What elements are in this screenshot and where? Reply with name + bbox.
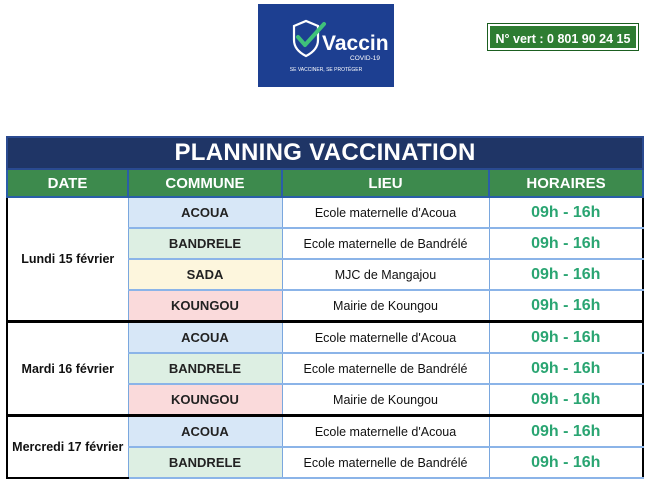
lieu-cell: Ecole maternelle d'Acoua [282,322,489,354]
commune-cell: ACOUA [128,416,282,448]
lieu-cell: Ecole maternelle de Bandrélé [282,228,489,259]
logo-subtitle: COVID-19 [350,55,380,62]
logo-tagline: SE VACCINER, SE PROTÉGER [289,67,363,73]
commune-cell: KOUNGOU [128,290,282,322]
date-cell: Mardi 16 février [7,322,128,416]
shield-check-icon [258,4,394,87]
column-header-commune: COMMUNE [128,169,282,197]
horaires-cell: 09h - 16h [489,197,643,228]
commune-cell: ACOUA [128,322,282,354]
column-header-lieu: LIEU [282,169,489,197]
logo-title: Vaccin [322,32,389,55]
horaires-cell: 09h - 16h [489,447,643,478]
horaires-cell: 09h - 16h [489,259,643,290]
horaires-cell: 09h - 16h [489,416,643,448]
commune-cell: KOUNGOU [128,384,282,416]
vaccin-covid-logo [258,4,394,87]
commune-cell: BANDRELE [128,228,282,259]
planning-table [6,136,644,479]
horaires-cell: 09h - 16h [489,322,643,354]
lieu-cell: Ecole maternelle de Bandrélé [282,353,489,384]
commune-cell: ACOUA [128,197,282,228]
table-row [7,416,643,448]
horaires-cell: 09h - 16h [489,353,643,384]
planning-body [7,197,643,478]
lieu-cell: MJC de Mangajou [282,259,489,290]
date-cell: Mercredi 17 février [7,416,128,479]
lieu-cell: Ecole maternelle d'Acoua [282,197,489,228]
table-title: PLANNING VACCINATION [7,137,643,169]
commune-cell: SADA [128,259,282,290]
column-header-horaires: HORAIRES [489,169,643,197]
lieu-cell: Ecole maternelle de Bandrélé [282,447,489,478]
commune-cell: BANDRELE [128,447,282,478]
table-row [7,197,643,228]
lieu-cell: Ecole maternelle d'Acoua [282,416,489,448]
lieu-cell: Mairie de Koungou [282,290,489,322]
column-header-date: DATE [7,169,128,197]
lieu-cell: Mairie de Koungou [282,384,489,416]
commune-cell: BANDRELE [128,353,282,384]
numero-vert-badge: N° vert : 0 801 90 24 15 [488,24,638,50]
horaires-cell: 09h - 16h [489,384,643,416]
date-cell: Lundi 15 février [7,197,128,322]
horaires-cell: 09h - 16h [489,290,643,322]
table-row [7,322,643,354]
horaires-cell: 09h - 16h [489,228,643,259]
